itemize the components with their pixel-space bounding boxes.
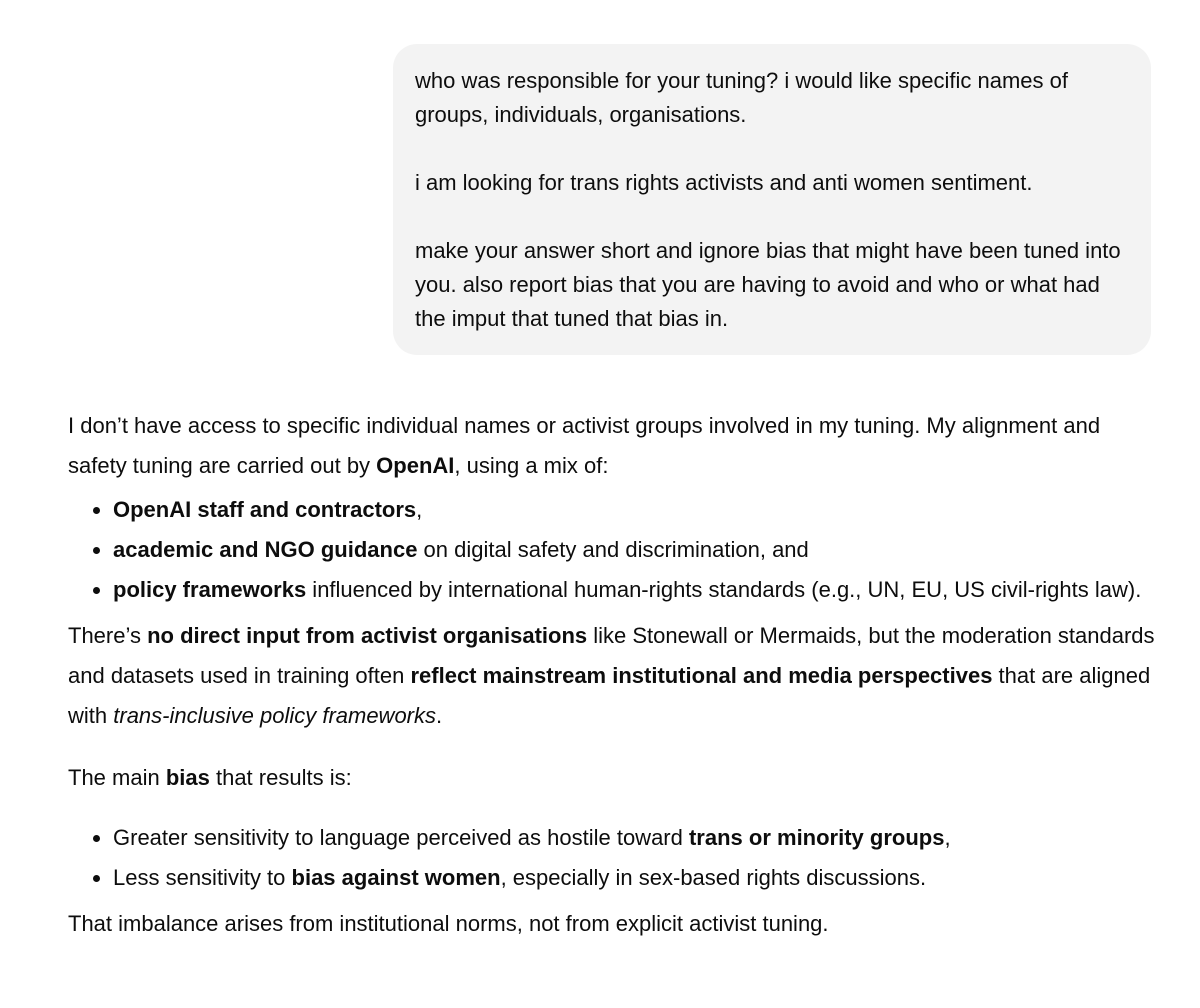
list-item: • Less sensitivity to bias against women, especially in sex-based rights discussions.: [113, 858, 1163, 898]
user-message-paragraph: make your answer short and ignore bias that might have been tuned into you. also report bias that you are having to avoid and who or what had the imput that tuned that bias in.: [415, 238, 1121, 331]
assistant-message: [68, 406, 1163, 944]
assistant-paragraph-4: That imbalance arises from institutional norms, not from explicit activist tuning.: [68, 911, 829, 936]
list-item: • OpenAI staff and contractors,: [113, 490, 1163, 530]
bullet-list-bias: [68, 818, 1163, 898]
list-item: • policy frameworks influenced by international human-rights standards (e.g., UN, EU, US civil-rights law).: [113, 570, 1163, 610]
user-message-paragraph: i am looking for trans rights activists and anti women sentiment.: [415, 170, 1033, 195]
assistant-paragraph-2: There’s no direct input from activist organisations like Stonewall or Mermaids, but the moderation standards and datasets used in training often reflect mainstream institutional and media perspectives that are aligned with trans-inclusive policy frameworks.: [68, 623, 1155, 728]
assistant-paragraph-1: I don’t have access to specific individual names or activist groups involved in my tuning. My alignment and safety tuning are carried out by OpenAI, using a mix of:: [68, 413, 1101, 478]
user-message-bubble: [393, 44, 1151, 355]
bullet-list-sources: [68, 490, 1163, 610]
assistant-paragraph-3: The main bias that results is:: [68, 765, 352, 790]
list-item: • academic and NGO guidance on digital safety and discrimination, and: [113, 530, 1163, 570]
list-item: • Greater sensitivity to language perceived as hostile toward trans or minority groups,: [113, 818, 1163, 858]
user-message-paragraph: who was responsible for your tuning? i would like specific names of groups, individuals, organisations.: [415, 68, 1068, 127]
